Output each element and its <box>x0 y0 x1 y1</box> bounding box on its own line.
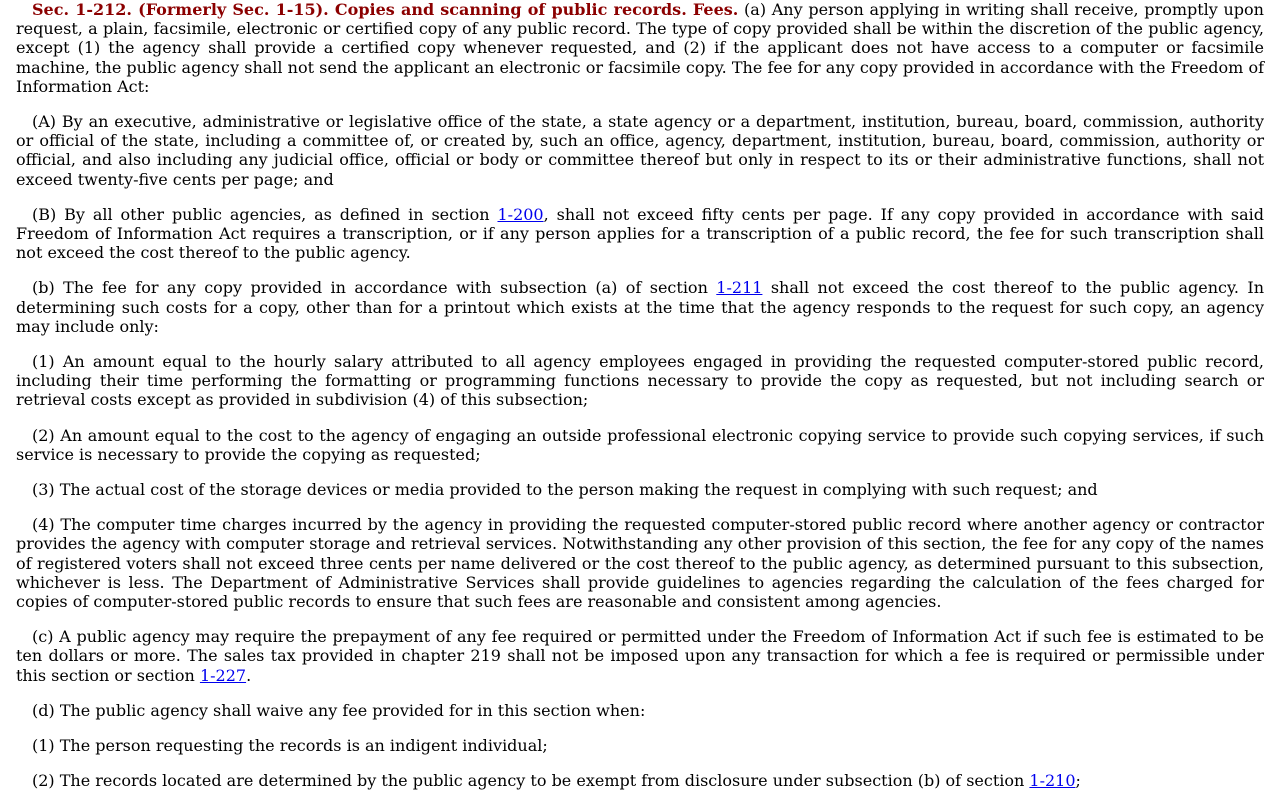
paragraph-a-B-text-start: (B) By all other public agencies, as defined in section <box>32 204 498 224</box>
paragraph-a-text: (a) Any person applying in writing shall receive, promptly upon request, a plain, facsimile, electronic or certified copy of any public record. The type of copy provided shall be within the discretion of the public agency, except (1) the agency shall provide a certified copy whenever requested, and (2) if the applicant does not have access to a computer or facsimile machine, the public agency shall not send the applicant an electronic or facsimile copy. The fee for any copy provided in accordance with the Freedom of Information Act: <box>16 0 1264 96</box>
paragraph-b-text-end: shall not exceed the cost thereof to the public agency. In determining such costs for a copy, other than for a printout which exists at the time that the agency responds to the request for such copy, an agency may include only: <box>16 278 1265 336</box>
section-link-1-210[interactable]: 1-210 <box>1029 771 1076 791</box>
paragraph-a-A-text: (A) By an executive, administrative or legislative office of the state, a state agency or a department, institution, bureau, board, commission, authority or official of the state, including a committee of, or created by, such an office, agency, department, institution, bureau, board, commission, authority or official, and also including any judicial office, official or body or committee thereof but only in respect to its or their administrative functions, shall not exceed twenty-five cents per page; and <box>16 112 1264 189</box>
paragraph-b-text-start: (b) The fee for any copy provided in accordance with subsection (a) of section <box>32 278 717 298</box>
paragraph-a-A <box>16 112 1264 189</box>
paragraph-a-B-text-end: , shall not exceed fifty cents per page. If any copy provided in accordance with said Freedom of Information Act requires a transcription, or if any person applies for a transcription of a public record, the fee for such transcription shall not exceed the cost thereof to the public agency. <box>16 204 1264 263</box>
paragraph-b-1 <box>16 352 1264 410</box>
paragraph-b-1-text: (1) An amount equal to the hourly salary attributed to all agency employees engaged in providing the requested computer-stored public record, including their time performing the formatting or programming functions necessary to provide the copy as requested, but not including search or retrieval costs except as provided in subdivision (4) of this subsection; <box>16 352 1264 410</box>
paragraph-d-1-text: (1) The person requesting the records is an indigent individual; <box>32 736 548 756</box>
section-link-1-211[interactable]: 1-211 <box>716 278 763 298</box>
statute-document <box>16 0 1264 807</box>
paragraph-b-4-text: (4) The computer time charges incurred by the agency in providing the requested computer-stored public record where another agency or contractor provides the agency with computer storage and retrieval services. Notwithstanding any other provision of this section, the fee for any copy of the names of registered voters shall not exceed three cents per name delivered or the cost thereof to the public agency, as determined pursuant to this subsection, whichever is less. The Department of Administrative Services shall provide guidelines to agencies regarding the calculation of the fees charged for copies of computer-stored public records to ensure that such fees are reasonable and consistent among agencies. <box>16 515 1264 612</box>
paragraph-d <box>16 701 1264 720</box>
paragraph-d-2 <box>16 771 1264 790</box>
paragraph-c-text-start: (c) A public agency may require the prepayment of any fee required or permitted under the Freedom of Information Act if such fee is estimated to be ten dollars or more. The sales tax provided in chapter 219 shall not be imposed upon any transaction for which a fee is required or permissible under this section or section <box>16 627 1264 685</box>
paragraph-d-2-text-start: (2) The records located are determined by the public agency to be exempt from disclosure under subsection (b) of section <box>32 771 1030 791</box>
paragraph-a <box>16 0 1264 96</box>
paragraph-d-2-text-end: ; <box>1075 771 1081 791</box>
paragraph-d-1 <box>16 736 1264 755</box>
paragraph-c-text-end: . <box>246 665 252 685</box>
paragraph-d-text: (d) The public agency shall waive any fee provided for in this section when: <box>32 700 646 720</box>
paragraph-b-4 <box>16 515 1264 611</box>
paragraph-b-2 <box>16 426 1264 464</box>
section-link-1-227[interactable]: 1-227 <box>199 665 247 685</box>
section-heading: Sec. 1-212. (Formerly Sec. 1-15). Copies and scanning of public records. Fees. <box>32 0 739 19</box>
paragraph-c <box>16 627 1264 685</box>
paragraph-b-3 <box>16 480 1264 499</box>
paragraph-b <box>16 278 1264 336</box>
paragraph-b-3-text: (3) The actual cost of the storage devices or media provided to the person making the request in complying with such request; and <box>32 480 1098 500</box>
section-link-1-200[interactable]: 1-200 <box>497 204 544 224</box>
paragraph-a-B <box>16 205 1264 263</box>
paragraph-b-2-text: (2) An amount equal to the cost to the agency of engaging an outside professional electronic copying service to provide such copying services, if such service is necessary to provide the copying as requested; <box>16 425 1264 464</box>
